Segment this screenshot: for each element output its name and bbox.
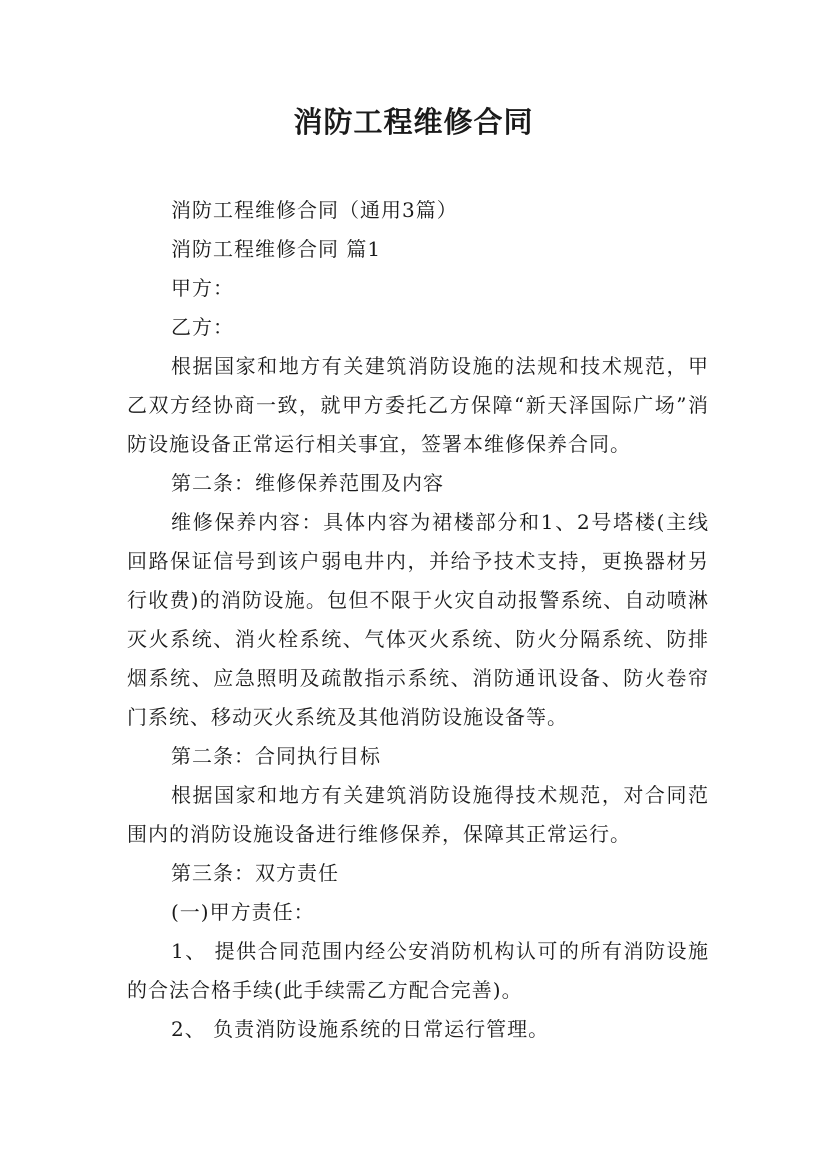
list-item: 2、 负责消防设施系统的日常运行管理。 — [171, 1017, 550, 1041]
article-heading: 第二条：合同执行目标 — [171, 744, 381, 768]
body-paragraph: 维修保养内容：具体内容为裙楼部分和1、2号塔楼(主线回路保证信号到该户弱电井内，并给予技术支持，更换器材另行收费)的消防设施。包但不限于火灾自动报警系统、自动喷淋灭火系统、消火栓系统、气体灭火系统、防火分隔系统、防排烟系统、应急照明及疏散指示系统、消防通讯设备、防火卷帘门系统、移动灭火系统及其他消防设施设备等。 — [127, 510, 709, 729]
party-a-label: 甲方： — [171, 276, 234, 300]
article-heading: 第二条：维修保养范围及内容 — [171, 471, 444, 495]
party-b-label: 乙方： — [171, 315, 234, 339]
document-body — [127, 191, 709, 1049]
subtitle-paragraph: 消防工程维修合同（通用3篇） — [171, 198, 458, 222]
body-paragraph: 根据国家和地方有关建筑消防设施得技术规范，对合同范围内的消防设施设备进行维修保养，保障其正常运行。 — [127, 783, 709, 846]
section-heading: 消防工程维修合同 篇1 — [171, 237, 382, 261]
article-heading: 第三条：双方责任 — [171, 861, 339, 885]
document-title: 消防工程维修合同 — [293, 105, 534, 139]
list-item: 1、 提供合同范围内经公安消防机构认可的所有消防设施的合法合格手续(此手续需乙方配合完善)。 — [127, 939, 709, 1002]
body-paragraph: 根据国家和地方有关建筑消防设施的法规和技术规范，甲乙双方经协商一致，就甲方委托乙方保障“新天泽国际广场”消防设施设备正常运行相关事宜，签署本维修保养合同。 — [127, 354, 709, 456]
subsection-heading: (一)甲方责任： — [171, 900, 315, 924]
